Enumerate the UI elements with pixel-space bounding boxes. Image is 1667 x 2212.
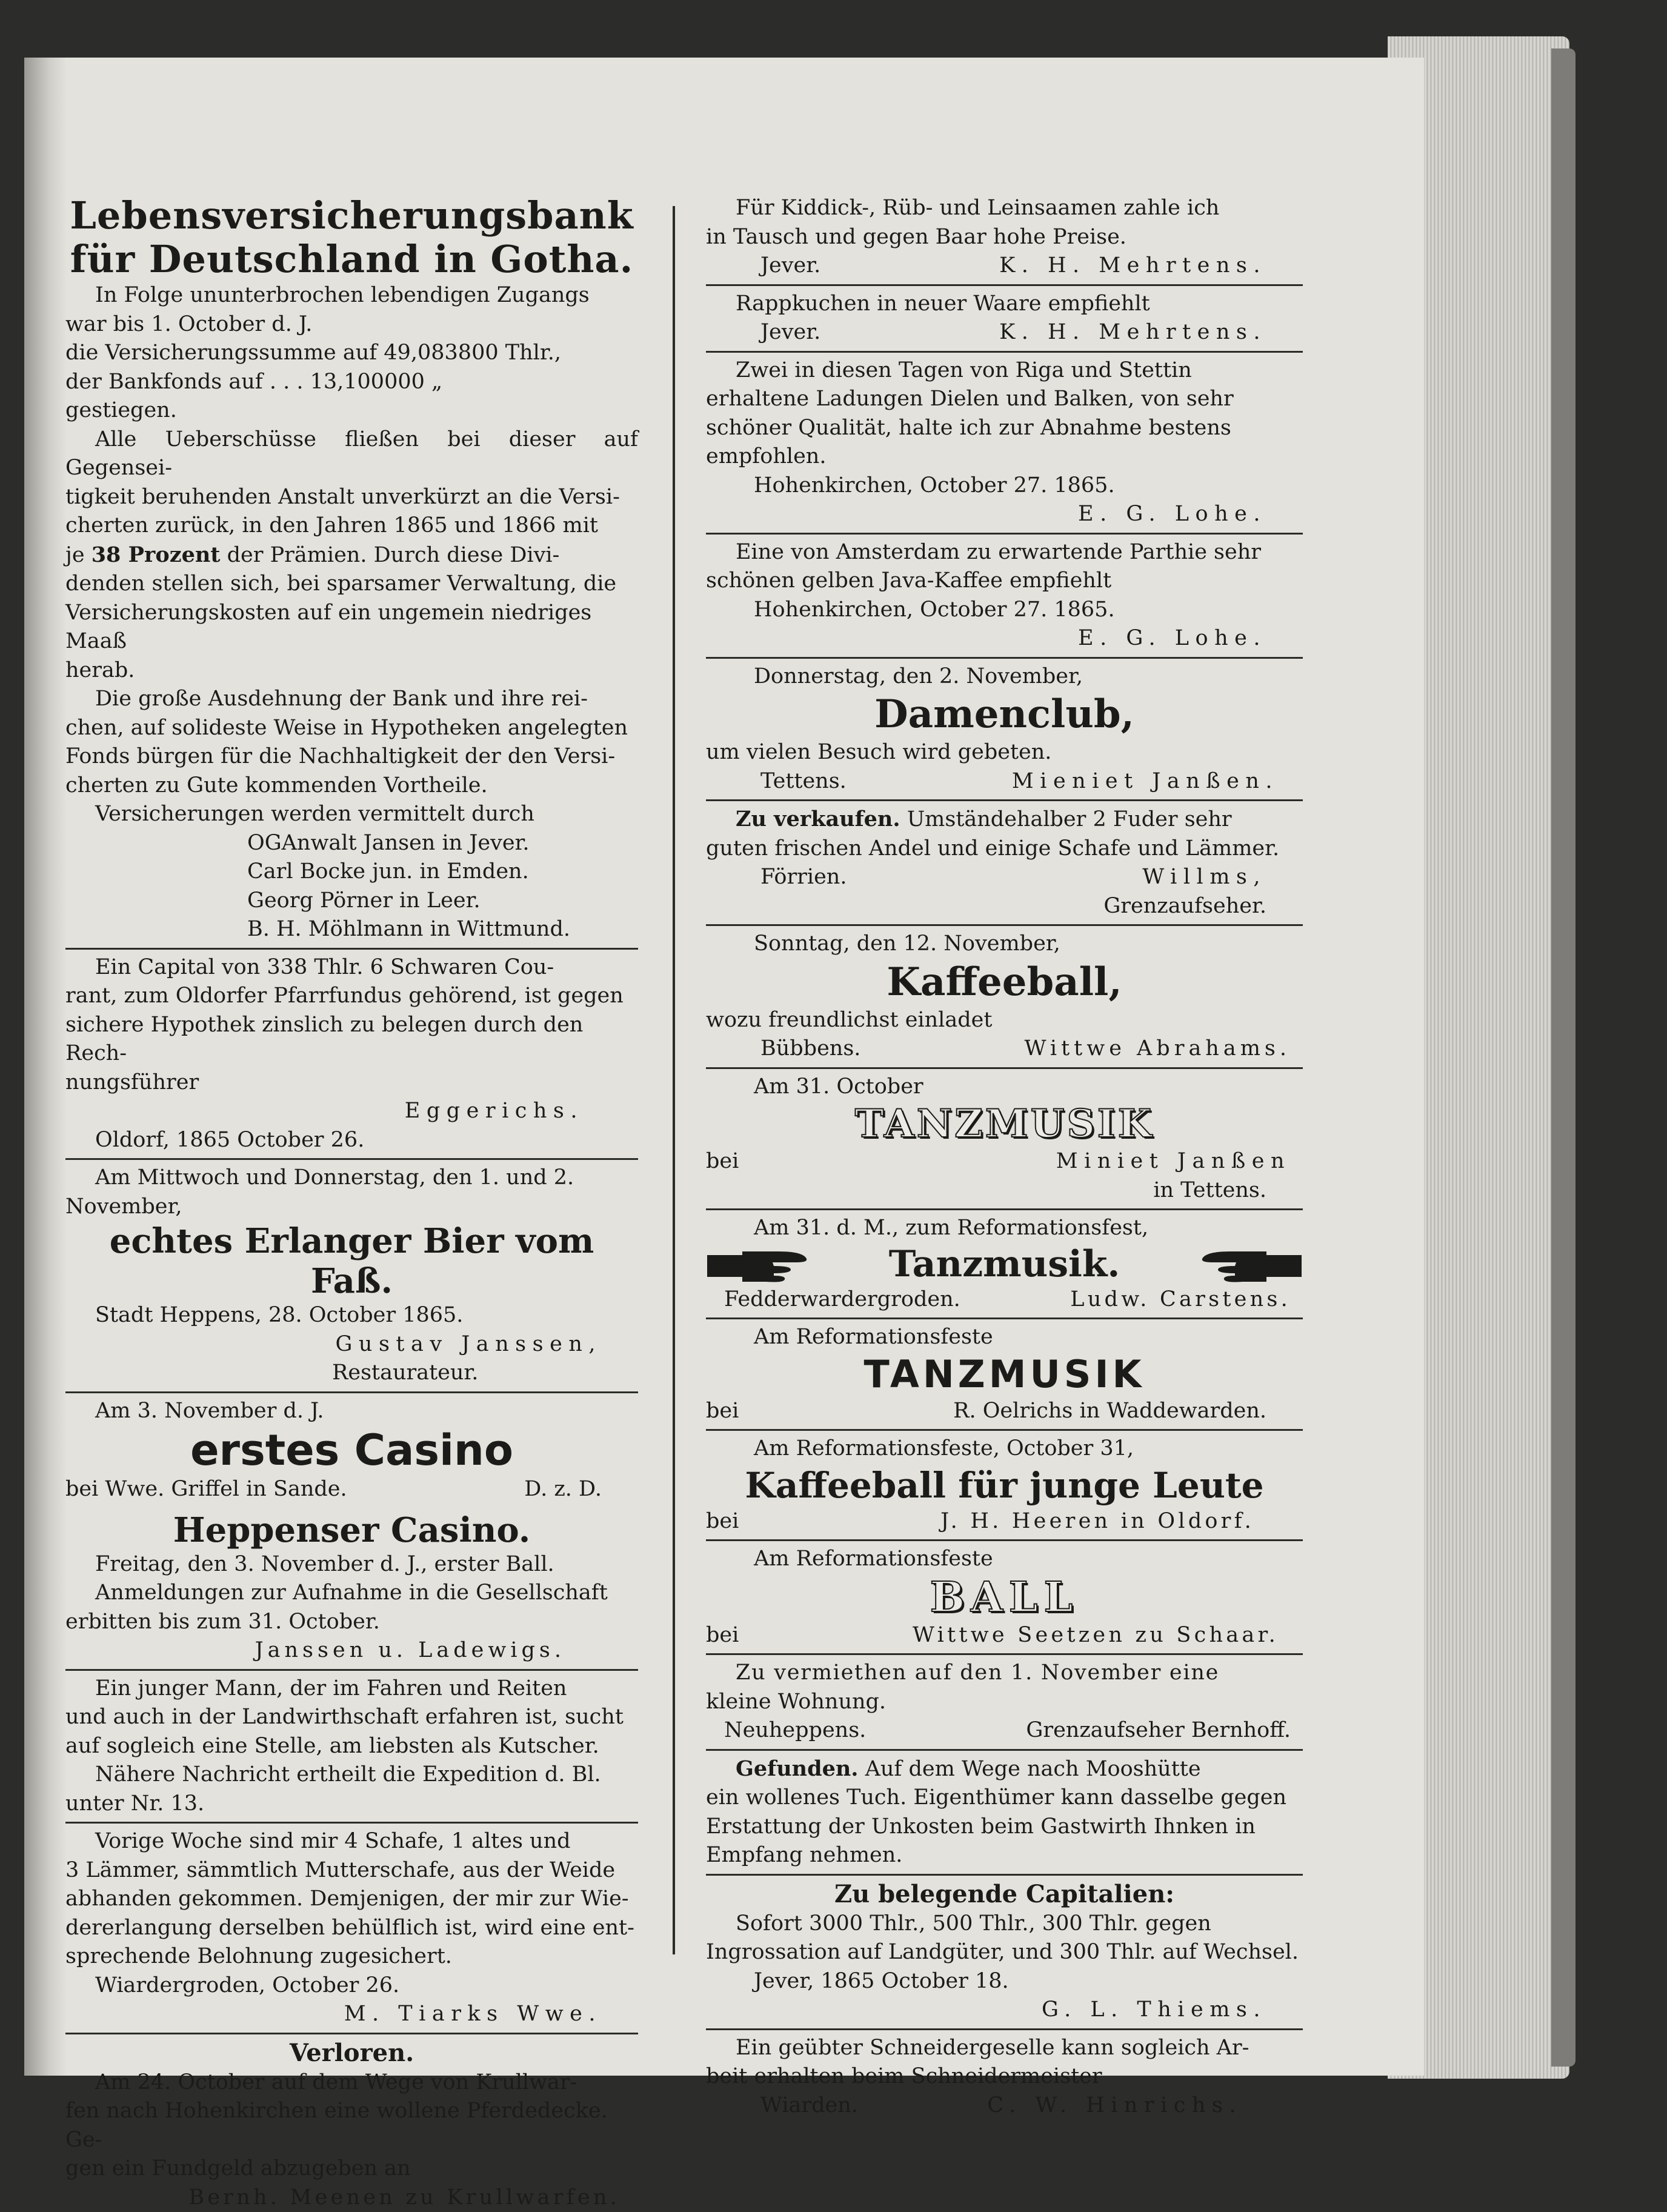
ad-ball-schaar: Am Reformationsfeste BALL bei Wittwe Seetzen zu Schaar. [706,1545,1303,1650]
ad-headline: echtes Erlanger Bier vom Faß. [65,1221,638,1301]
ad-headline: TANZMUSIK [706,1352,1303,1397]
ad-kaffeeball-junge-leute: Am Reformationsfeste, October 31, Kaffeeball für junge Leute bei J. H. Heeren in Oldorf. [706,1434,1303,1536]
separator-rule [706,1653,1303,1655]
ad-headline: Damenclub, [706,691,1303,738]
right-column [706,194,1303,2120]
ad-kaffeeball: Sonntag, den 12. November, Kaffeeball, wozu freundlichst einladet Bübbens. Wittwe Abrahams. [706,930,1303,1064]
ad-leinsaamen: Für Kiddick-, Rüb- und Leinsaamen zahle ich in Tausch und gegen Baar hohe Preise. Jever. K. H. Mehrtens. [706,194,1303,281]
ad-java-kaffee: Eine von Amsterdam zu erwartende Parthie sehr schönen gelben Java-Kaffee empfiehlt Hohenkirchen, October 27. 1865. E. G. Lohe. [706,538,1303,653]
ad-headline: TANZMUSIK [706,1101,1303,1147]
ad-headline: BALL [706,1574,1303,1621]
ad-headline: erstes Casino [65,1425,638,1475]
separator-rule [65,1669,638,1671]
separator-rule [706,351,1303,353]
ad-dielen-balken: Zwei in diesen Tagen von Riga und Stettin erhaltene Ladungen Dielen und Balken, von sehr schöner Qualität, halte ich zur Abnahme bestens empfohlen. Hohenkirchen, October 27. 1865. E. G. Lohe. [706,356,1303,529]
ad-lebensversicherung: Lebensversicherungsbank für Deutschland in Gotha. In Folge ununterbrochen lebendigen Zugangs war bis 1. October d. J. die Versicherungssumme auf 49,083800 Thlr., der Bankfonds auf . . . 13,100000 „ gestiegen. Alle Ueberschüsse fließen bei dieser auf Gegensei- tigkeit beruhenden Anstalt unverkürzt an die Versi- cherten zurück, in den Jahren 1865 und 1866 mit je 38 Prozent der Prämien. Durch diese Divi- denden stellen sich, bei sparsamer Verwaltung, die Versicherungskosten auf ein ungemein niedriges Maaß herab. Die große Ausdehnung der Bank und ihre rei- chen, auf solideste Weise in Hypotheken angelegten Fonds bürgen für die Nachhaltigkeit der den Versi- cherten zu Gute kommenden Vortheile. Versicherungen werden vermittelt durch OGAnwalt Jansen in Jever. Carl Bocke jun. in Emden. Georg Pörner in Leer. B. H. Möhlmann in Wittmund. [65,194,638,944]
separator-rule [706,1874,1303,1876]
separator-rule [706,657,1303,659]
ad-headline: Kaffeeball für junge Leute [706,1464,1303,1507]
ad-tanzmusik-tettens: Am 31. October TANZMUSIK bei Miniet Janßen in Tettens. [706,1073,1303,1205]
separator-rule [706,1429,1303,1431]
separator-rule [706,1067,1303,1069]
separator-rule [706,1749,1303,1751]
separator-rule [65,1822,638,1824]
ad-erlanger-bier: Am Mittwoch und Donnerstag, den 1. und 2. November, echtes Erlanger Bier vom Faß. Stadt Heppens, 28. October 1865. Gustav Janssen, Restaurateur. [65,1164,638,1388]
ad-headline: Tanzmusik. [889,1244,1120,1284]
ad-tanzmusik-waddewarden: Am Reformationsfeste TANZMUSIK bei R. Oelrichs in Waddewarden. [706,1323,1303,1425]
ad-rappkuchen: Rappkuchen in neuer Waare empfiehlt Jever. K. H. Mehrtens. [706,290,1303,347]
ad-headline: Zu belegende Capitalien: [706,1879,1303,1910]
ad-capital: Ein Capital von 338 Thlr. 6 Schwaren Cou- rant, zum Oldorfer Pfarrfundus gehörend, ist gegen sichere Hypothek zinslich zu belegen durch den Rech- nungsführer Eggerichs. Oldorf, 1865 October 26. [65,953,638,1155]
ad-headline: Heppenser Casino. [65,1510,638,1550]
ad-subtitle: für Deutschland in Gotha. [65,238,638,281]
ad-verloren: Verloren. Am 24. October auf dem Wege von Krullwar- fen nach Hohenkirchen eine wollene Pferdedecke. Ge- gen ein Fundgeld abzugeben an Bernh. Meenen zu Krullwarfen. [65,2038,638,2212]
ad-schneidergeselle: Ein geübter Schneidergeselle kann sogleich Ar- beit erhalten beim Schneidermeister Wiarden. C. W. Hinrichs. [706,2034,1303,2120]
separator-rule [706,799,1303,801]
ad-schafe: Vorige Woche sind mir 4 Schafe, 1 altes und 3 Lämmer, sämmtlich Mutterschafe, aus der Weide abhanden gekommen. Demjenigen, der mir zur Wie- dererlangung derselben behülflich ist, wird eine ent- sprechende Belohnung zugesichert. Wiardergroden, October 26. M. Tiarks Wwe. [65,1827,638,2029]
ad-gefunden: Gefunden. Auf dem Wege nach Mooshütte ein wollenes Tuch. Eigenthümer kann dasselbe gegen Erstattung der Unkosten beim Gastwirth Ihnken in Empfang nehmen. [706,1754,1303,1870]
separator-rule [706,1318,1303,1319]
ad-headline: Kaffeeball, [706,959,1303,1006]
separator-rule [706,1208,1303,1210]
pointing-hand-left-icon [1200,1243,1303,1285]
separator-rule [706,924,1303,926]
ad-capitalien: Zu belegende Capitalien: Sofort 3000 Thlr., 500 Thlr., 300 Thlr. gegen Ingrossation auf Landgüter, und 300 Thlr. auf Wechsel. Jever, 1865 October 18. G. L. Thiems. [706,1879,1303,2025]
separator-rule [706,2028,1303,2030]
separator-rule [65,948,638,950]
ad-tanzmusik-fedderwarden: Am 31. d. M., zum Reformationsfest, Tanzmusik. Fedderwardergroden. Ludw. Carstens. [706,1214,1303,1314]
separator-rule [65,1391,638,1393]
ad-junger-mann: Ein junger Mann, der im Fahren und Reiten und auch in der Landwirthschaft erfahren ist, sucht auf sogleich eine Stelle, am liebsten als Kutscher. Nähere Nachricht ertheilt die Expedition d. Bl. unter Nr. 13. [65,1674,638,1819]
left-column [65,194,638,2212]
column-divider [673,206,675,1954]
ad-damenclub: Donnerstag, den 2. November, Damenclub, um vielen Besuch wird gebeten. Tettens. Mieniet Janßen. [706,662,1303,796]
ad-title: Lebensversicherungsbank [65,194,638,238]
separator-rule [65,2033,638,2034]
ad-zu-vermiethen: Zu vermiethen auf den 1. November eine kleine Wohnung. Neuheppens. Grenzaufseher Bernhoff. [706,1659,1303,1745]
pointing-hand-right-icon [706,1243,809,1285]
book-cover-edge [1551,48,1575,2067]
ad-erstes-casino: Am 3. November d. J. erstes Casino bei Wwe. Griffel in Sande. D. z. D. [65,1397,638,1504]
separator-rule [65,1158,638,1160]
separator-rule [706,284,1303,286]
ad-heppenser-casino: Heppenser Casino. Freitag, den 3. November d. J., erster Ball. Anmeldungen zur Aufnahme in die Gesellschaft erbitten bis zum 31. October. Janssen u. Ladewigs. [65,1510,638,1665]
ad-zu-verkaufen: Zu verkaufen. Umständehalber 2 Fuder sehr guten frischen Andel und einige Schafe und Lämmer. Förrien. Willms, Grenzaufseher. [706,805,1303,921]
separator-rule [706,1539,1303,1541]
separator-rule [706,533,1303,535]
ad-headline: Verloren. [65,2038,638,2068]
page-gutter [24,58,67,2076]
